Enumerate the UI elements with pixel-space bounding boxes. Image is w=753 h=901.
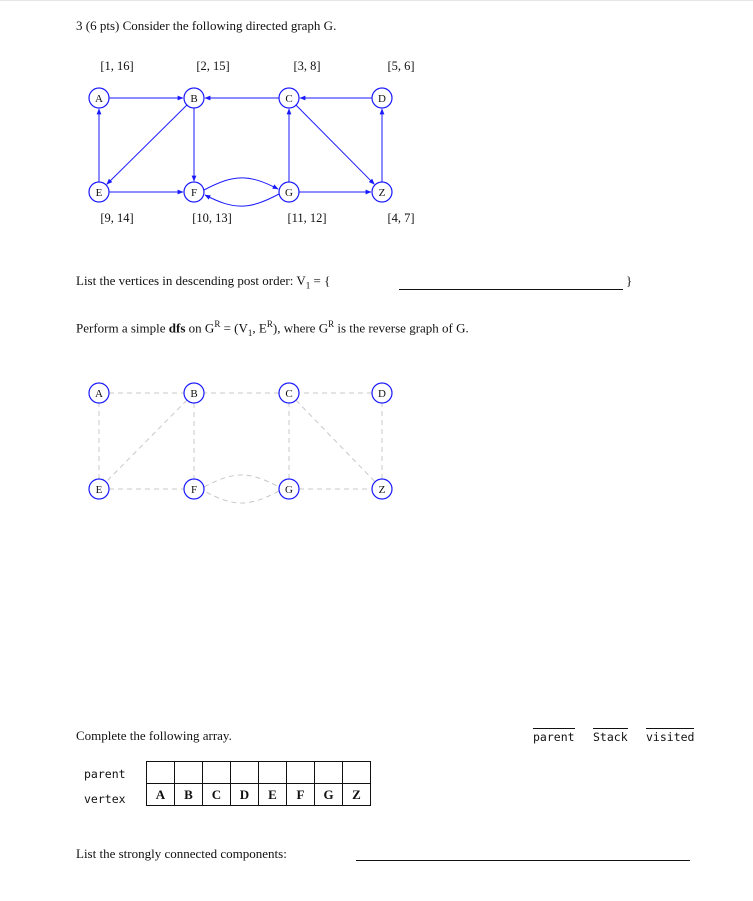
node-label-b: B bbox=[190, 93, 198, 105]
parent-row bbox=[147, 762, 371, 784]
row-label-parent: parent bbox=[84, 767, 126, 781]
rev-node-label-g: G bbox=[285, 484, 293, 496]
rev-node-label-e: E bbox=[95, 484, 103, 496]
parent-cell-e[interactable] bbox=[259, 762, 287, 784]
parent-cell-z[interactable] bbox=[343, 762, 371, 784]
problem-statement: Consider the following directed graph G. bbox=[122, 18, 337, 33]
rev-node-label-a: A bbox=[95, 388, 103, 400]
parent-cell-d[interactable] bbox=[231, 762, 259, 784]
vertex-cell-z: Z bbox=[343, 784, 371, 806]
interval-g: [11, 12] bbox=[287, 211, 327, 225]
interval-c: [3, 8] bbox=[293, 59, 321, 73]
node-label-a: A bbox=[95, 93, 103, 105]
node-label-e: E bbox=[95, 187, 103, 199]
node-label-d: D bbox=[378, 93, 386, 105]
parent-cell-c[interactable] bbox=[203, 762, 231, 784]
array-prompt: Complete the following array. bbox=[76, 728, 232, 743]
vertex-cell-b: B bbox=[175, 784, 203, 806]
rev-node-label-b: B bbox=[190, 388, 198, 400]
node-label-f: F bbox=[190, 187, 198, 199]
interval-f: [10, 13] bbox=[192, 211, 232, 225]
legend-parent: parent bbox=[533, 730, 575, 744]
vertex-row bbox=[147, 784, 371, 806]
vertex-cell-g: G bbox=[315, 784, 343, 806]
rev-edge-e-b bbox=[106, 400, 187, 482]
rev-node-label-z: Z bbox=[378, 484, 386, 496]
rev-edge-g-f bbox=[204, 475, 279, 487]
vertex-cell-f: F bbox=[287, 784, 315, 806]
postorder-prompt: List the vertices in descending post order: $V_1$ = { bbox=[76, 273, 331, 291]
legend-stack: Stack bbox=[593, 730, 628, 744]
node-label-c: C bbox=[285, 93, 293, 105]
vertex-cell-a: A bbox=[147, 784, 175, 806]
rev-node-label-f: F bbox=[190, 484, 198, 496]
parent-array bbox=[146, 761, 371, 806]
interval-b: [2, 15] bbox=[196, 59, 230, 73]
postorder-close-brace: } bbox=[626, 273, 633, 288]
interval-z: [4, 7] bbox=[387, 211, 415, 225]
parent-cell-f[interactable] bbox=[287, 762, 315, 784]
rev-node-label-d: D bbox=[378, 388, 386, 400]
parent-cell-a[interactable] bbox=[147, 762, 175, 784]
rev-node-label-c: C bbox=[285, 388, 293, 400]
interval-d: [5, 6] bbox=[387, 59, 415, 73]
dfs-prompt: Perform a simple dfs on $G^R = (V_1$, $E^R$), where $G^R$ is the reverse graph of G. bbox=[76, 319, 469, 338]
vertex-cell-c: C bbox=[203, 784, 231, 806]
row-label-vertex: vertex bbox=[84, 792, 126, 806]
scc-answer-line[interactable] bbox=[356, 860, 690, 861]
parent-cell-b[interactable] bbox=[175, 762, 203, 784]
interval-e: [9, 14] bbox=[100, 211, 134, 225]
parent-cell-g[interactable] bbox=[315, 762, 343, 784]
node-label-g: G bbox=[285, 187, 293, 199]
problem-number: 3 bbox=[76, 18, 83, 33]
vertex-cell-e: E bbox=[259, 784, 287, 806]
problem-points: (6 pts) bbox=[85, 18, 120, 33]
vertex-cell-d: D bbox=[231, 784, 259, 806]
node-label-z: Z bbox=[378, 187, 386, 199]
legend-visited: visited bbox=[646, 730, 695, 744]
rev-edge-z-c bbox=[296, 400, 375, 482]
scc-prompt: List the strongly connected components: bbox=[76, 846, 287, 861]
rev-edge-f-g bbox=[204, 491, 279, 503]
interval-a: [1, 16] bbox=[100, 59, 134, 73]
